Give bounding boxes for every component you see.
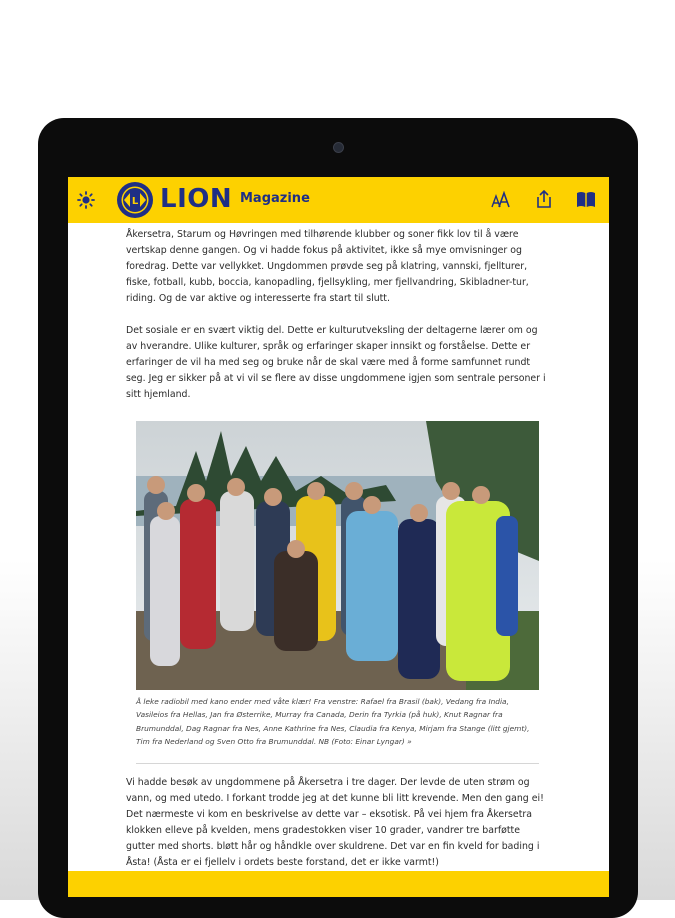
article-paragraph: Åkersetra, Starum og Høvringen med tilhørende klubber og soner fikk lov til å være vertskap denne gangen. Og vi hadde fokus på aktivitet, ikke så mye omvisninger og foredrag. Dette var vellykket. Ungdommen prøvde seg på klatring, vannski, fjellturer, fiske, fotball, kubb, boccia, kanopadling, fjellsykling, mer fjellvandring, Skibladner-tur, riding. Og de var aktive og interesserte fra start til slutt. xyxy=(126,229,529,304)
article-paragraph: Vi hadde besøk av ungdommene på Åkersetra i tre dager. Der levde de uten strøm og vann, og med utedo. I forkant trodde jeg at det kunne bli litt krevende. Men den gang ei! Det nærmeste vi kom en beskrivelse av dette var – eksotisk. På vei hjem fra Åkersetra klokken elleve på kvelden, mens gradestokken viser 10 grader, vandrer tre barføtte gutter med shorts. bløtt hår og håndkle over skuldrene. Det var en fin kveld for bading i Åsta! (Åsta er ei fjellelv i ordets beste forstand, det er ikke varmt!) xyxy=(126,777,544,868)
tablet-frame xyxy=(38,118,638,918)
lions-logo xyxy=(116,181,154,219)
brand-name: LION xyxy=(160,184,233,214)
camera-icon xyxy=(333,142,344,153)
sun-icon[interactable] xyxy=(77,191,95,209)
bottom-bar xyxy=(68,871,609,897)
app-screen xyxy=(68,177,609,897)
article-paragraph: Det sosiale er en svært viktig del. Dette er kulturutveksling der deltagerne lærer om og av hverandre. Ulike kulturer, språk og erfaringer skaper innsikt og forståelse. Dette er erfaringer de vil ha med seg og bruke når de skal være med å forme samfunnet rundt seg. Jeg er sikker på at vi vil se flere av disse ungdommene igjen som sentrale personer i sitt hjemland. xyxy=(126,325,546,400)
brand-subtitle: Magazine xyxy=(240,191,310,206)
article-photo[interactable] xyxy=(136,421,539,690)
caption-divider xyxy=(136,763,539,764)
share-icon[interactable] xyxy=(535,189,553,209)
book-icon[interactable] xyxy=(576,191,596,208)
article-content xyxy=(68,223,609,871)
svg-text:L: L xyxy=(131,196,139,207)
text-size-icon[interactable] xyxy=(491,191,511,209)
app-bar xyxy=(68,177,609,223)
photo-caption: Å leke radiobil med kano ender med våte klær! Fra venstre: Rafael fra Brasil (bak), Vedang fra India, Vasileios fra Hellas, Jan fra Østerrike, Murray fra Canada, Derin fra Tyrkia (på huk), Knut Ragnar fra Brumunddal, Dag Ragnar fra Nes, Anne Kathrine fra Nes, Claudia fra Kenya, Mirjam fra Stange (litt gjemt), Tim fra Nederland og Sven Otto fra Brumunddal. NB (Foto: Einar Lyngar) » xyxy=(136,697,530,747)
